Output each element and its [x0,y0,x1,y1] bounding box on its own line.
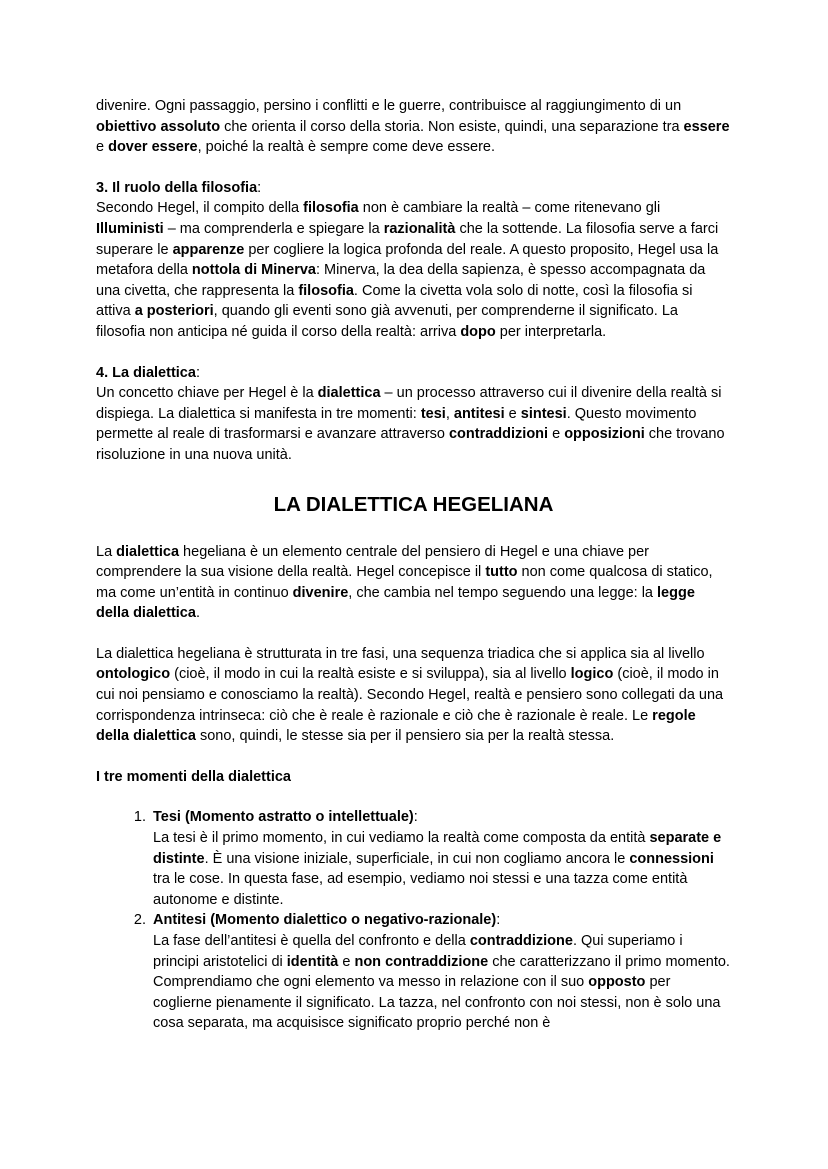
dialectic-paragraph-2: La dialettica hegeliana è strutturata in tre fasi, una sequenza triadica che si applica sia al livello ontologico (cioè, il modo in cui la realtà esiste e si sviluppa), sia al livello logico (cioè, il modo in cui noi pensiamo e conosciamo la realtà). Secondo Hegel, realtà e pensiero sono collegati da una corrispondenza intrinseca: ciò che è reale è razionale e ciò che è razionale è reale. Le regole della dialettica sono, quindi, le stesse sia per il pensiero sia per la realtà stessa. [96,645,724,745]
list-item-antitesi: 2. Antitesi (Momento dialettico o negativo-razionale): La fase dell’antitesi è quella del confronto e della contraddizione. Qui superiamo i principi aristotelici di identità e non contraddizione che caratterizzano il primo momento. Comprendiamo che ogni elemento va messo in relazione con il suo opposto per coglierne pienamente il significato. La tazza, nel confronto con noi stessi, non è solo una cosa separata, ma acquisisce significato proprio perché non è [150,910,731,1034]
dialectic-paragraph-1: La dialettica hegeliana è un elemento centrale del pensiero di Hegel e una chiave per comprendere la sua visione della realtà. Hegel concepisce il tutto non come qualcosa di statico, ma come un’entità in continuo divenire, che cambia nel tempo seguendo una legge: la legge della dialettica. [96,543,713,622]
moments-subheading: I tre momenti della dialettica [96,768,291,785]
main-title: LA DIALETTICA HEGELIANA [273,492,554,516]
section3-paragraph: Secondo Hegel, il compito della filosofia non è cambiare la realtà – come ritenevano gli Illuministi – ma comprenderla e spiegare la razionalità che la sottende. La filosofia serve a farci superare le apparenze per cogliere la logica profonda del reale. A questo proposito, Hegel usa la metafora della nottola di Minerva: Minerva, la dea della sapienza, è spesso accompagnata da una civetta, che rappresenta la filosofia. Come la civetta vola solo di notte, così la filosofia si attiva a posteriori, quando gli eventi sono già avvenuti, per comprenderne il significato. La filosofia non anticipa né guida il corso della realtà: arriva dopo per interpretarla. [96,200,719,340]
section4-paragraph: Un concetto chiave per Hegel è la dialettica – un processo attraverso cui il divenire della realtà si dispiega. La dialettica si manifesta in tre momenti: tesi, antitesi e sintesi. Questo movimento permette al reale di trasformarsi e avanzare attraverso contraddizioni e opposizioni che trovano risoluzione in una nuova unità. [96,385,725,463]
section4-heading: 4. La dialettica: [96,364,200,381]
section3-heading: 3. Il ruolo della filosofia: [96,179,262,196]
paragraph-intro: divenire. Ogni passaggio, persino i conflitti e le guerre, contribuisce al raggiungimento di un obiettivo assoluto che orienta il corso della storia. Non esiste, quindi, una separazione tra essere e dover essere, poiché la realtà è sempre come deve essere. [96,98,730,156]
list-item-tesi: 1. Tesi (Momento astratto o intellettuale): La tesi è il primo momento, in cui vediamo la realtà come composta da entità separate e distinte. È una visione iniziale, superficiale, in cui non cogliamo ancora le connessioni tra le cose. In questa fase, ad esempio, vediamo noi stessi e una tazza come entità autonome e distinte. [150,807,731,910]
moments-ordered-list [96,807,731,1034]
